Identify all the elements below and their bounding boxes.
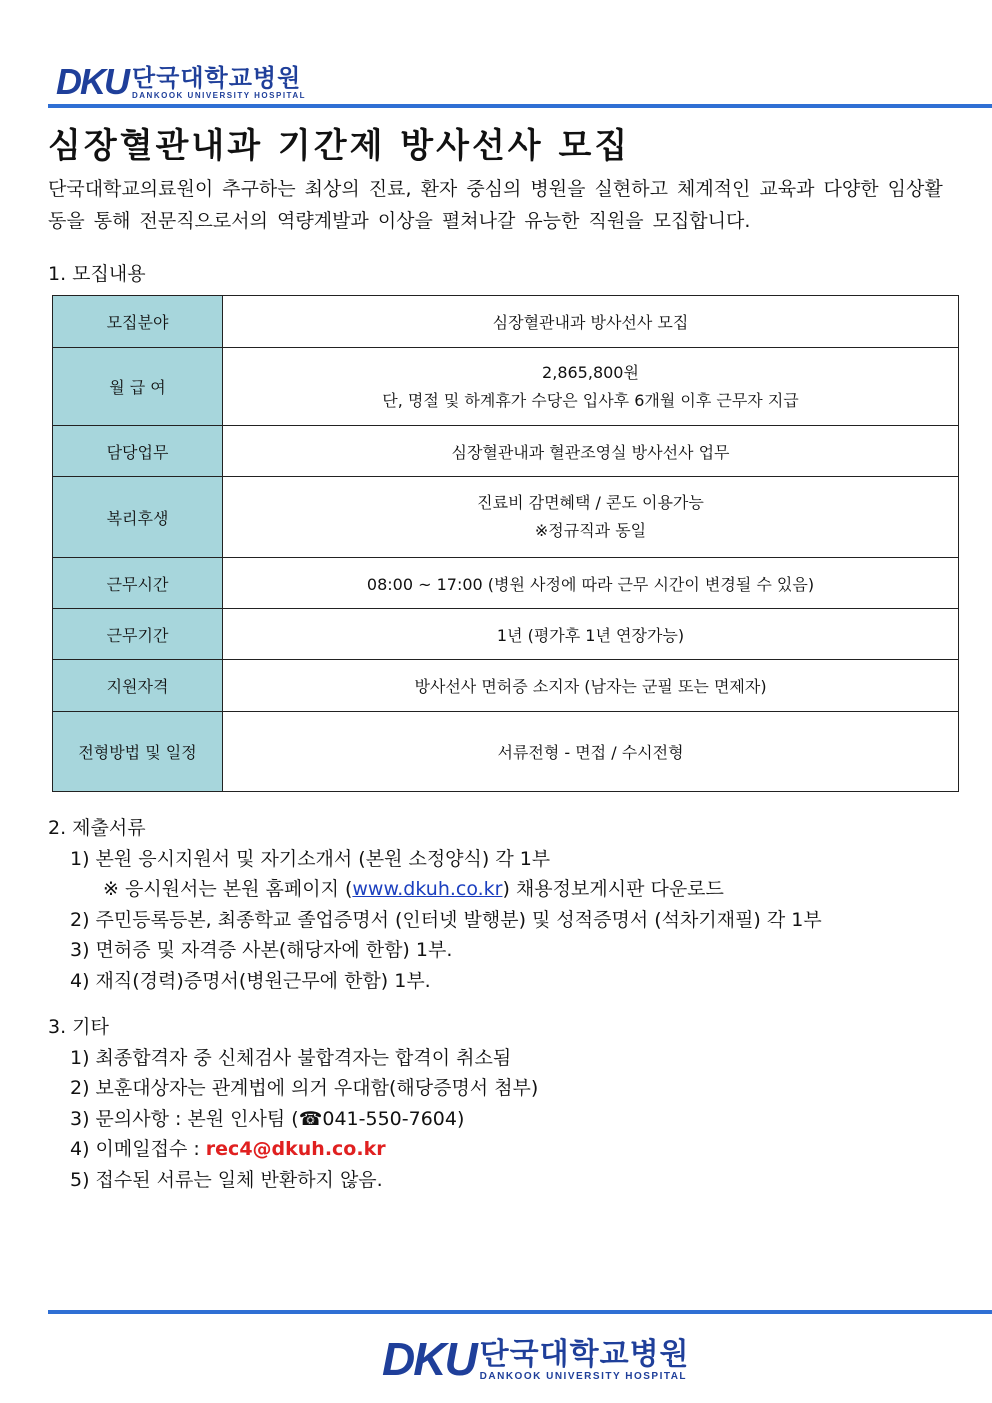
row-label: 복리후생	[53, 477, 223, 558]
table-row	[53, 296, 959, 348]
email-link[interactable]: rec4@dkuh.co.kr	[205, 1138, 386, 1160]
logo-text	[132, 66, 306, 100]
section3-heading: 3. 기타	[48, 1016, 109, 1038]
logo-english: DANKOOK UNIVERSITY HOSPITAL	[132, 91, 306, 100]
row-label: 담당업무	[53, 426, 223, 477]
row-value: 서류전형 - 면접 / 수시전형	[223, 712, 959, 792]
header-logo	[56, 61, 306, 102]
row-value: 방사선사 면허증 소지자 (남자는 군필 또는 면제자)	[223, 660, 959, 712]
logo-mark: DKU	[382, 1333, 476, 1385]
logo-text	[479, 1337, 690, 1382]
row-label: 월 급 여	[53, 348, 223, 426]
footer-logo	[382, 1333, 690, 1385]
table-row	[53, 712, 959, 792]
benefits-text: 진료비 감면혜택 / 콘도 이용가능	[477, 493, 704, 512]
logo-korean: 단국대학교병원	[132, 64, 302, 92]
list-item: 2) 주민등록등본, 최종학교 졸업증명서 (인터넷 발행분) 및 성적증명서 (석차기재필) 각 1부	[70, 908, 822, 931]
note-text: ) 채용정보게시판 다운로드	[502, 878, 724, 900]
list-item: 4) 재직(경력)증명서(병원근무에 한함) 1부.	[70, 969, 431, 992]
list-item: 2) 보훈대상자는 관계법에 의거 우대함(해당증명서 첨부)	[70, 1077, 539, 1099]
email-label: 4) 이메일접수 :	[70, 1138, 206, 1160]
row-label: 근무시간	[53, 558, 223, 609]
row-value: 심장혈관내과 방사선사 모집	[223, 296, 959, 348]
list-item: 1) 최종합격자 중 신체검사 불합격자는 합격이 취소됨	[70, 1046, 512, 1069]
homepage-link[interactable]: www.dkuh.co.kr	[352, 878, 503, 900]
salary-amount: 2,865,800원	[542, 362, 639, 382]
table-row	[53, 558, 959, 609]
section2-heading: 2. 제출서류	[48, 817, 146, 839]
row-value: 심장혈관내과 혈관조영실 방사선사 업무	[223, 426, 959, 477]
section1-heading: 1. 모집내용	[48, 263, 146, 285]
table-row	[53, 609, 959, 660]
table-row	[53, 426, 959, 477]
list-item: 3) 면허증 및 자격증 사본(해당자에 한함) 1부.	[70, 939, 453, 961]
list-item-note	[48, 874, 822, 905]
row-label: 모집분야	[53, 296, 223, 348]
header-rule	[48, 104, 992, 108]
benefits-note: ※정규직과 동일	[534, 521, 647, 540]
page-title: 심장혈관내과 기간제 방사선사 모집	[48, 126, 631, 166]
row-label: 근무기간	[53, 609, 223, 660]
recruit-info-table	[52, 295, 959, 792]
list-item: 3) 문의사항 : 본원 인사팀 (☎041-550-7604)	[70, 1107, 465, 1130]
table-row	[53, 477, 959, 558]
row-value: 1년 (평가후 1년 연장가능)	[223, 609, 959, 660]
footer-rule	[48, 1310, 992, 1314]
row-label: 지원자격	[53, 660, 223, 712]
list-item	[48, 1134, 538, 1165]
intro-paragraph: 단국대학교의료원이 추구하는 최상의 진료, 환자 중심의 병원을 실현하고 체계적인 교육과 다양한 임상활동을 통해 전문직으로서의 역량계발과 이상을 펼쳐나갈 유능한 직원을 모집합니다.	[48, 178, 943, 232]
section2	[48, 813, 822, 996]
list-item: 1) 본원 응시지원서 및 자기소개서 (본원 소정양식) 각 1부	[70, 847, 551, 870]
row-value	[223, 348, 959, 426]
table-row	[53, 348, 959, 426]
logo-english: DANKOOK UNIVERSITY HOSPITAL	[479, 1371, 688, 1382]
row-value: 08:00 ~ 17:00 (병원 사정에 따라 근무 시간이 변경될 수 있음)	[223, 558, 959, 609]
table-row	[53, 660, 959, 712]
row-label: 전형방법 및 일정	[53, 712, 223, 792]
note-text: ※ 응시원서는 본원 홈페이지 (	[103, 878, 353, 900]
list-item: 5) 접수된 서류는 일체 반환하지 않음.	[70, 1168, 383, 1191]
salary-note: 단, 명절 및 하계휴가 수당은 입사후 6개월 이후 근무자 지급	[382, 390, 799, 410]
row-value	[223, 477, 959, 558]
logo-korean: 단국대학교병원	[479, 1337, 690, 1372]
section3	[48, 1012, 538, 1195]
logo-mark: DKU	[56, 61, 128, 102]
